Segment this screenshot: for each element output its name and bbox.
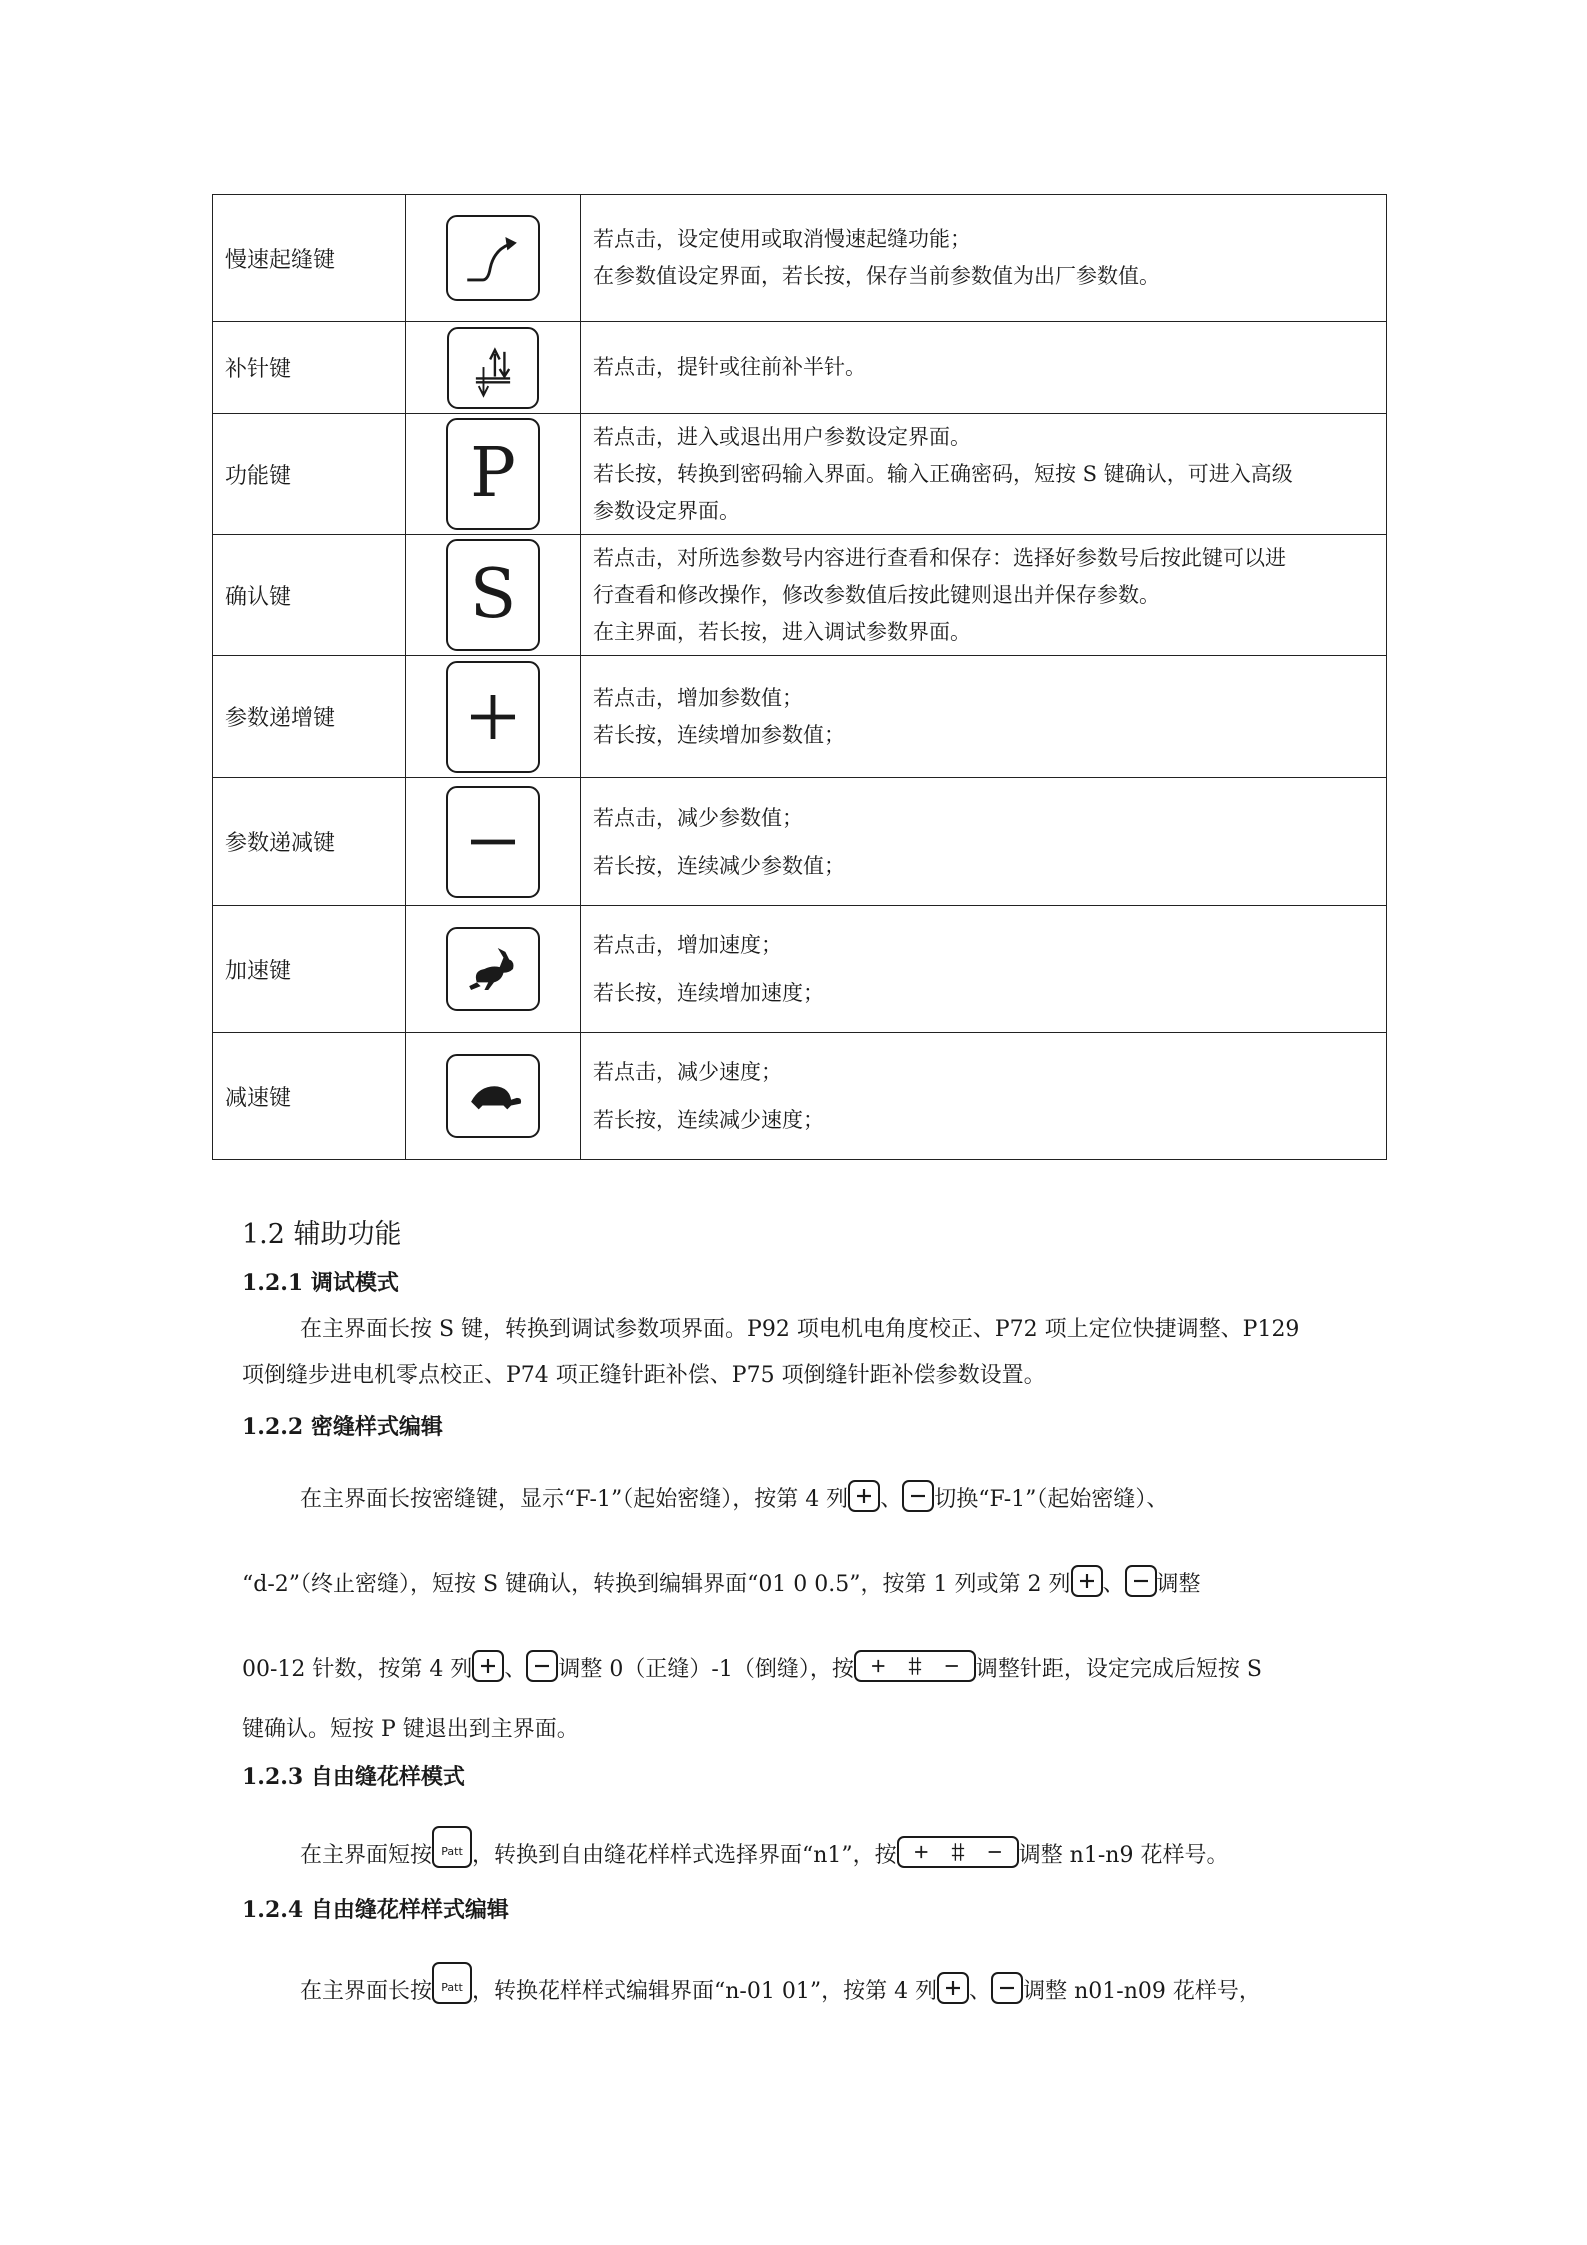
text-run: 、: [880, 1487, 903, 1512]
plus-icon: [1071, 1565, 1103, 1597]
turtle-icon: [446, 1054, 540, 1138]
text-run: ，转换到自由缝花样样式选择界面“n1”，按: [472, 1843, 897, 1868]
text-run: 调整 0（正缝）-1（倒缝），按: [558, 1657, 854, 1682]
desc-line: 若长按，连续减少速度；: [593, 1108, 824, 1132]
text-run: 调整 n1-n9 花样号。: [1018, 1843, 1229, 1868]
stitch-length-icon: [854, 1650, 976, 1682]
p-key-icon: [446, 418, 540, 530]
minus-icon: [991, 1972, 1023, 2004]
plus-icon: [472, 1650, 504, 1682]
plus-icon: [446, 661, 540, 773]
text-run: 、: [1102, 1572, 1125, 1597]
text-run: 、: [969, 1979, 992, 2004]
paragraph-line: 项倒缝步进电机零点校正、P74 项正缝针距补偿、P75 项倒缝针距补偿参数设置。: [242, 1363, 1046, 1388]
desc-line: 若点击，增加参数值；: [593, 685, 803, 710]
table-row: [213, 195, 1387, 322]
key-name: 减速键: [213, 1033, 406, 1160]
desc-line: 若点击，设定使用或取消慢速起缝功能；: [593, 227, 971, 251]
desc-line: 若长按，连续增加速度；: [593, 981, 824, 1005]
text-run: ，转换花样样式编辑界面“n-01 01”，按第 4 列: [472, 1979, 938, 2004]
section-title: 1.2 辅助功能: [242, 1219, 402, 1250]
desc-line: 若长按，连续减少参数值；: [593, 853, 845, 878]
slow-start-icon: [446, 215, 540, 301]
minus-icon: [1125, 1565, 1157, 1597]
minus-icon: [902, 1480, 934, 1512]
rabbit-icon: [446, 927, 540, 1011]
desc-line: 若点击，提针或往前补半针。: [593, 355, 866, 379]
paragraph-line: 在主界面长按 S 键，转换到调试参数项界面。P92 项电机电角度校正、P72 项上定位快捷调整、P129: [300, 1317, 1300, 1342]
key-name: 功能键: [213, 414, 406, 535]
text-run: 在主界面长按: [300, 1979, 433, 2004]
text-run: 在主界面短按: [300, 1843, 433, 1868]
needle-compensation-icon: [447, 327, 539, 409]
minus-icon: [446, 786, 540, 898]
desc-line: 若长按，连续增加参数值；: [593, 722, 845, 747]
paragraph-line: [300, 1826, 1390, 1876]
table-row: [213, 322, 1387, 414]
text-run: “d-2”（终止密缝），短按 S 键确认，转换到编辑界面“01 0 0.5”，按第 1 列或第 2 列: [242, 1572, 1071, 1597]
desc-line: 行查看和修改操作，修改参数值后按此键则退出并保存参数。: [593, 582, 1160, 607]
desc-line: 若点击，减少速度；: [593, 1060, 782, 1084]
text-run: 切换“F-1”（起始密缝）、: [934, 1487, 1169, 1512]
key-letter: P: [470, 434, 516, 513]
desc-line: 在主界面，若长按，进入调试参数界面。: [593, 619, 971, 644]
patt-label: Patt: [441, 1981, 463, 1994]
paragraph-line: 键确认。短按 P 键退出到主界面。: [242, 1717, 579, 1742]
key-name: 确认键: [213, 535, 406, 656]
text-run: 调整: [1156, 1572, 1201, 1597]
minus-icon: [526, 1650, 558, 1682]
text-run: 、: [504, 1657, 527, 1682]
subsection-title: 1.2.2 密缝样式编辑: [242, 1414, 443, 1440]
table-row: [213, 778, 1387, 906]
paragraph-line: [300, 1962, 1390, 2012]
paragraph-line: [242, 1650, 1382, 1690]
stitch-length-icon: [897, 1836, 1019, 1868]
desc-line: 参数设定界面。: [593, 498, 740, 523]
patt-key-icon: [432, 1962, 472, 2004]
key-function-table: [212, 194, 1387, 1160]
text-run: 调整针距，设定完成后短按 S: [975, 1657, 1262, 1682]
desc-line: 在参数值设定界面，若长按，保存当前参数值为出厂参数值。: [593, 264, 1160, 288]
table-row: [213, 414, 1387, 535]
patt-key-icon: [432, 1826, 472, 1868]
subsection-title: 1.2.1 调试模式: [242, 1270, 399, 1296]
table-row: [213, 656, 1387, 778]
table-row: [213, 906, 1387, 1033]
table-row: [213, 1033, 1387, 1160]
paragraph-line: [242, 1565, 1382, 1605]
desc-line: 若点击，对所选参数号内容进行查看和保存：选择好参数号后按此键可以进: [593, 545, 1286, 570]
s-key-icon: [446, 539, 540, 651]
plus-icon: [848, 1480, 880, 1512]
text-run: 在主界面长按密缝键，显示“F-1”（起始密缝），按第 4 列: [300, 1487, 849, 1512]
key-name: 参数递减键: [213, 778, 406, 906]
key-name: 慢速起缝键: [213, 195, 406, 322]
subsection-title: 1.2.3 自由缝花样模式: [242, 1764, 465, 1790]
key-letter: S: [469, 555, 517, 634]
desc-line: 若点击，减少参数值；: [593, 805, 803, 830]
text-run: 00-12 针数，按第 4 列: [242, 1657, 473, 1682]
table-row: [213, 535, 1387, 656]
subsection-title: 1.2.4 自由缝花样样式编辑: [242, 1897, 509, 1923]
desc-line: 若点击，增加速度；: [593, 933, 782, 957]
key-name: 加速键: [213, 906, 406, 1033]
text-run: 调整 n01-n09 花样号，: [1023, 1979, 1261, 2004]
plus-icon: [937, 1972, 969, 2004]
patt-label: Patt: [441, 1845, 463, 1858]
paragraph-line: [300, 1480, 1390, 1520]
desc-line: 若长按，转换到密码输入界面。输入正确密码，短按 S 键确认，可进入高级: [593, 461, 1293, 486]
key-name: 补针键: [213, 322, 406, 414]
key-name: 参数递增键: [213, 656, 406, 778]
desc-line: 若点击，进入或退出用户参数设定界面。: [593, 424, 971, 449]
